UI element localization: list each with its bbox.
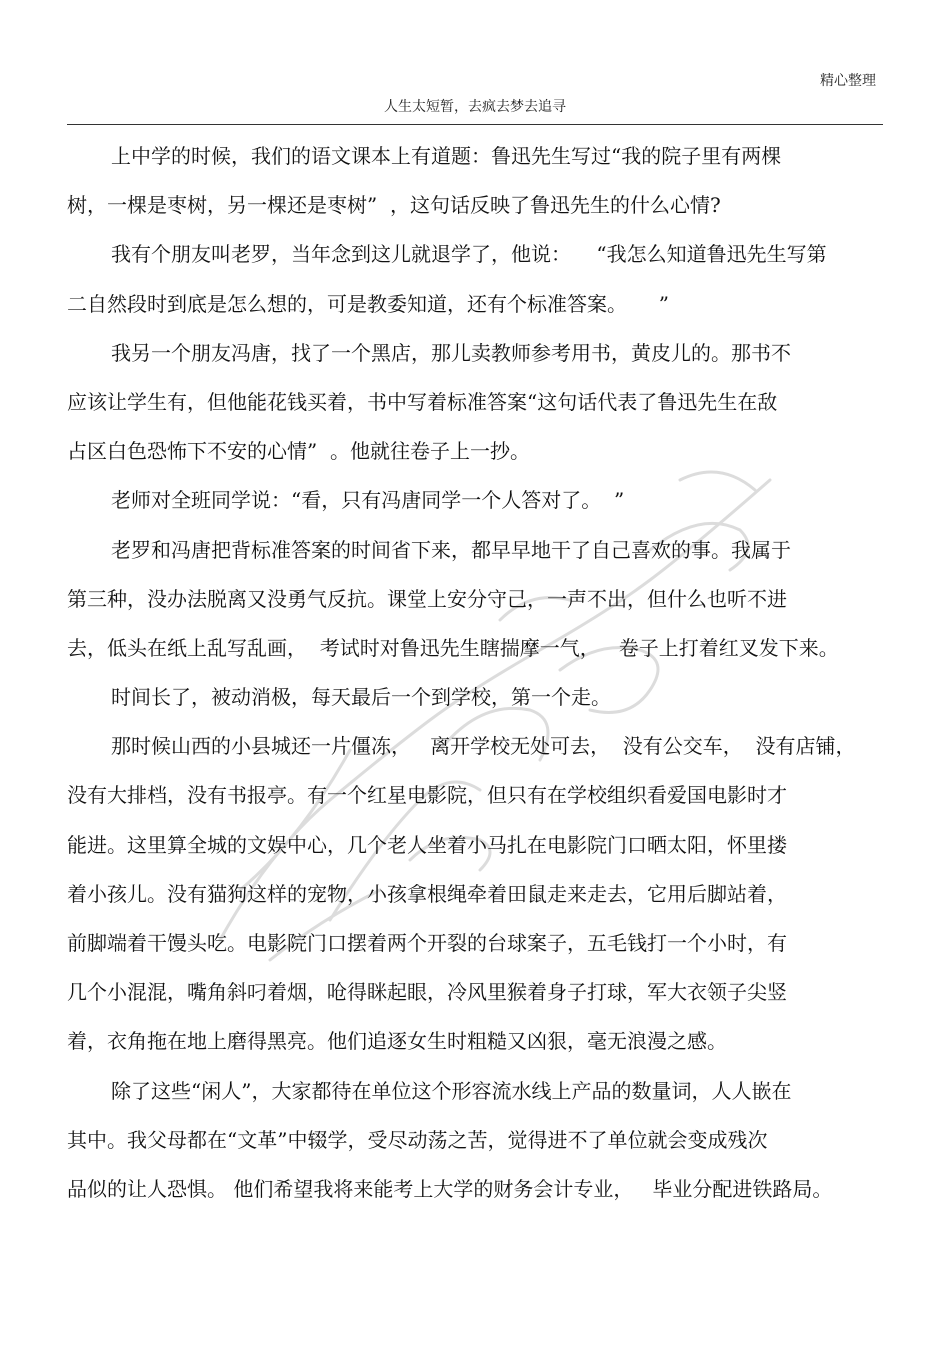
text-line: 我另一个朋友冯唐，找了一个黑店，那儿卖教师参考用书，黄皮儿的。那书不 <box>111 340 791 365</box>
text-line: 品似的让人恐惧。 他们希望我将来能考上大学的财务会计专业， 毕业分配进铁路局。 <box>67 1176 833 1201</box>
text-line: 树，一棵是枣树，另一棵还是枣树” ，这句话反映了鲁迅先生的什么心情? <box>67 193 721 218</box>
text-line: 其中。我父母都在“文革”中辍学，受尽动荡之苦，觉得进不了单位就会变成残次 <box>67 1127 768 1152</box>
corner-label: 精心整理 <box>820 73 876 89</box>
text-line: 老师对全班同学说：“看，只有冯唐同学一个人答对了。 ” <box>111 488 625 513</box>
header-divider <box>67 124 883 125</box>
text-line: 我有个朋友叫老罗，当年念到这儿就退学了，他说： “我怎么知道鲁迅先生写第 <box>111 242 827 267</box>
text-line: 那时候山西的小县城还一片僵冻， 离开学校无处可去， 没有公交车， 没有店铺， <box>111 734 856 759</box>
text-line: 没有大排档，没有书报亭。有一个红星电影院，但只有在学校组织看爱国电影时才 <box>67 783 787 808</box>
text-line: 着小孩儿。没有猫狗这样的宠物，小孩拿根绳牵着田鼠走来走去，它用后脚站着， <box>67 881 787 906</box>
text-line: 上中学的时候，我们的语文课本上有道题：鲁迅先生写过“我的院子里有两棵 <box>111 144 782 168</box>
text-line: 时间长了，被动消极，每天最后一个到学校，第一个走。 <box>111 685 611 710</box>
header-motto: 人生太短暂，去疯去梦去追寻 <box>384 99 566 115</box>
text-line: 除了这些“闲人”，大家都待在单位这个形容流水线上产品的数量词，人人嵌在 <box>111 1078 792 1103</box>
text-line: 二自然段时到底是怎么想的，可是教委知道，还有个标准答案。 ” <box>67 291 670 316</box>
text-line: 老罗和冯唐把背标准答案的时间省下来，都早早地干了自己喜欢的事。我属于 <box>111 537 791 562</box>
text-line: 前脚端着干馒头吃。电影院门口摆着两个开裂的台球案子，五毛钱打一个小时，有 <box>67 931 787 955</box>
text-line: 去，低头在纸上乱写乱画， 考试时对鲁迅先生瞎揣摩一气， 卷子上打着红叉发下来。 <box>67 635 839 660</box>
text-line: 能进。这里算全城的文娱中心，几个老人坐着小马扎在电影院门口晒太阳，怀里搂 <box>67 832 787 857</box>
text-line: 占区白色恐怖下不安的心情” 。他就往卷子上一抄。 <box>67 439 530 464</box>
text-line: 应该让学生有，但他能花钱买着，书中写着标准答案“这句话代表了鲁迅先生在敌 <box>67 389 778 414</box>
text-line: 着，衣角拖在地上磨得黑亮。他们追逐女生时粗糙又凶狠，毫无浪漫之感。 <box>67 1029 727 1054</box>
article-body <box>67 132 877 1214</box>
text-line: 第三种，没办法脱离又没勇气反抗。课堂上安分守己，一声不出，但什么也听不进 <box>67 586 787 611</box>
text-line: 几个小混混，嘴角斜叼着烟，呛得眯起眼，冷风里猴着身子打球，军大衣领子尖竖 <box>67 980 787 1005</box>
